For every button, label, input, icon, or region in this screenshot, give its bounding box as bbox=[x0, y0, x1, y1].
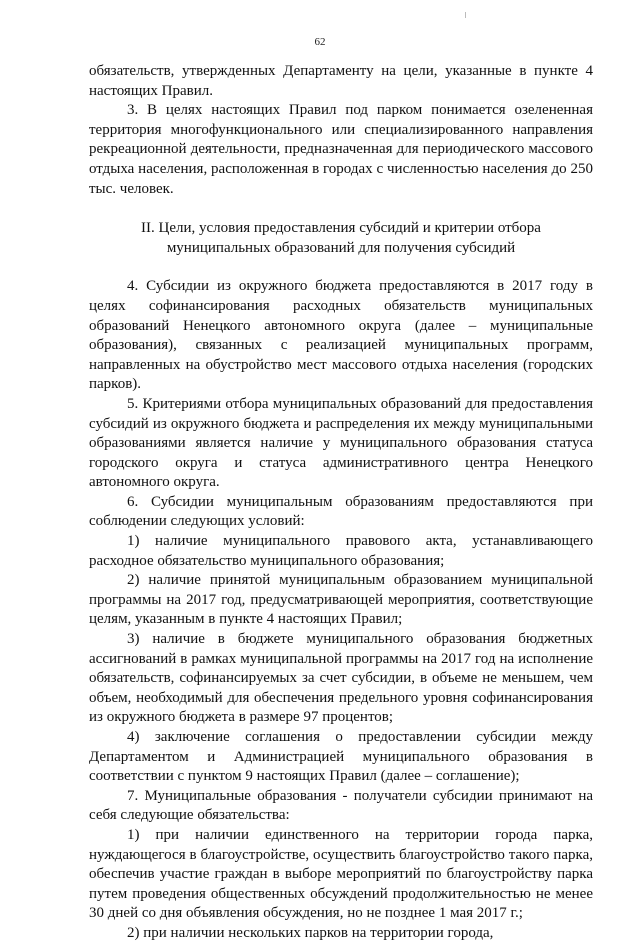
paragraph-6-item-4: 4) заключение соглашения о предоставлении субсидии между Департаментом и Администрацией муниципального образования в соответствии с пунктом 9 настоящих Правил (далее – соглашение); bbox=[89, 729, 593, 785]
paragraph-3: 3. В целях настоящих Правил под парком понимается озелененная территория многофункционального или специализированного направления рекреационной деятельности, предназначенная для периодического массового отдыха населения, расположенная в городах с численностью населения до 250 тыс. человек. bbox=[89, 102, 593, 197]
section-heading: II. Цели, условия предоставления субсидий и критерии отбора муниципальных образований для получения субсидий bbox=[141, 220, 541, 256]
paragraph-6: 6. Субсидии муниципальным образованиям предоставляются при соблюдении следующих условий: bbox=[89, 493, 593, 530]
paragraph-4: 4. Субсидии из окружного бюджета предоставляются в 2017 году в целях софинансирования расходных обязательств муниципальных образований Ненецкого автономного округа (далее – муниципальные образования), связанных с реализацией муниципальных программ, направленных на обустройство мест массового отдыха населения (городских парков). bbox=[89, 278, 593, 393]
paragraph-6-item-3: 3) наличие в бюджете муниципального образования бюджетных ассигнований в рамках муниципальной программы на 2017 год на исполнение обязательств, софинансируемых за счет субсидии, в объеме не меньшем, чем объем, необходимый для обеспечения предельного уровня софинансирования из окружного бюджета в размере 97 процентов; bbox=[89, 631, 593, 726]
paragraph-6-item-2: 2) наличие принятой муниципальным образованием муниципальной программы на 2017 год, предусматривающей мероприятия, соответствующие целям, указанным в пункте 4 настоящих Правил; bbox=[89, 572, 593, 628]
paragraph-7-item-1: 1) при наличии единственного на территории города парка, нуждающегося в благоустройстве, осуществить благоустройство такого парка, обеспечив участие граждан в выборе мероприятий по благоустройству парка путем проведения общественных обсуждений продолжительностью не менее 30 дней со дня объявления обсуждения, но не позднее 1 мая 2017 г.; bbox=[89, 826, 593, 922]
page-number: 62 bbox=[314, 36, 326, 48]
document-body bbox=[89, 62, 593, 944]
paragraph-6-item-1: 1) наличие муниципального правового акта, устанавливающего расходное обязательство муниципального образования; bbox=[89, 533, 593, 569]
paragraph-7-item-2: 2) при наличии нескольких парков на территории города, bbox=[127, 924, 494, 941]
paragraph-continuation: обязательств, утвержденных Департаменту на цели, указанные в пункте 4 настоящих Правил. bbox=[89, 63, 593, 99]
scan-mark bbox=[465, 12, 466, 18]
paragraph-5: 5. Критериями отбора муниципальных образований для предоставления субсидий из окружного бюджета и распределения их между муниципальными образованиями является наличие у муниципального образования статуса городского округа и статуса административного центра Ненецкого автономного округа. bbox=[89, 395, 593, 491]
paragraph-7: 7. Муниципальные образования - получатели субсидии принимают на себя следующие обязательства: bbox=[89, 787, 593, 824]
